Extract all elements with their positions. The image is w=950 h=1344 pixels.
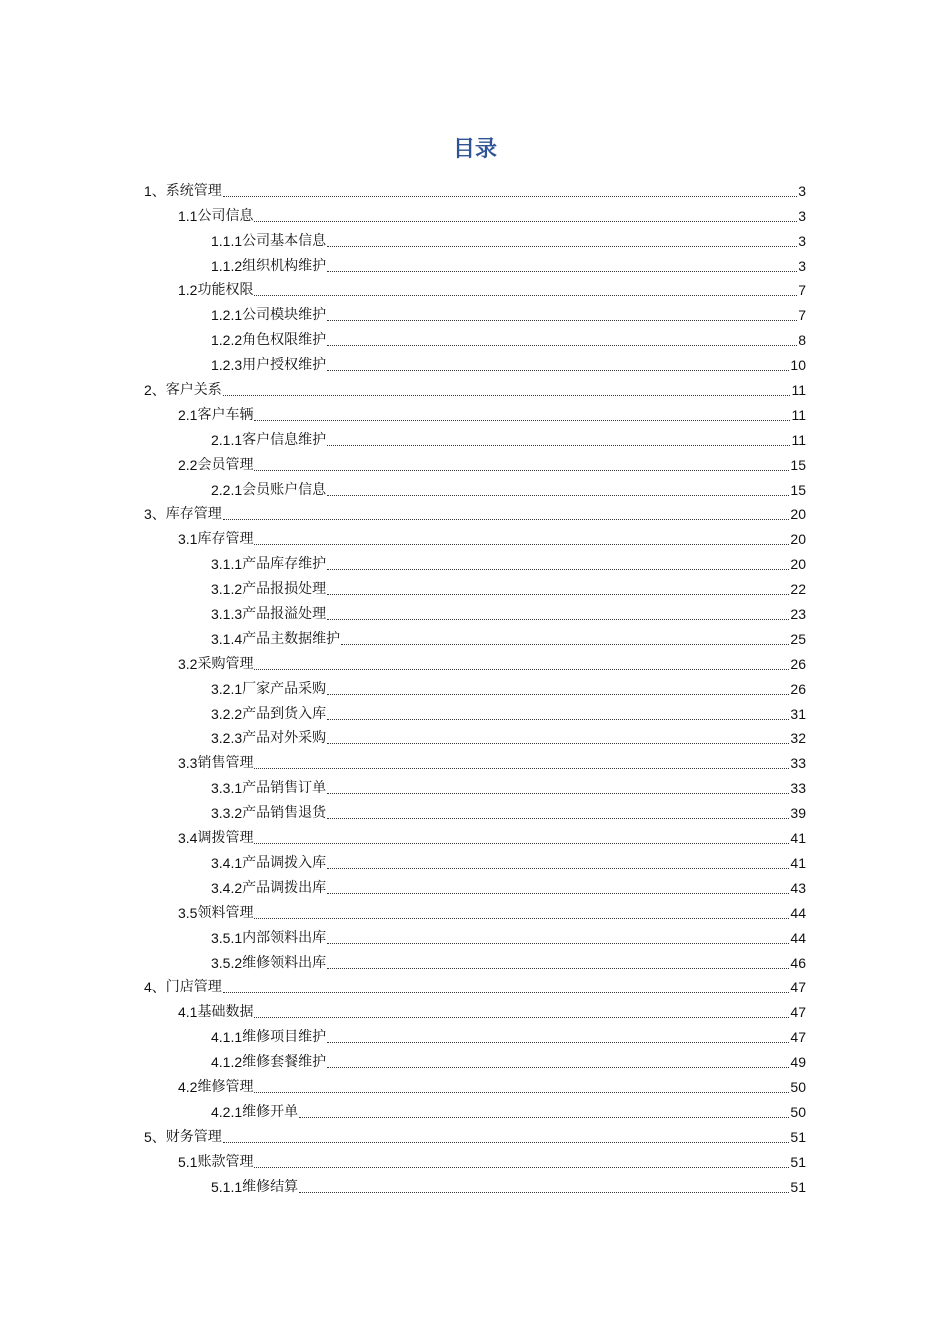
toc-entry-label: 组织机构维护 (242, 257, 327, 274)
toc-entry-34[interactable] (0, 999, 950, 1024)
toc-dot-leader (327, 445, 790, 446)
toc-dot-leader (223, 992, 790, 993)
toc-list (0, 178, 950, 1199)
toc-entry-22[interactable] (0, 701, 950, 726)
toc-entry-13[interactable] (0, 477, 950, 502)
toc-entry-18[interactable] (0, 601, 950, 626)
toc-entry-page: 23 (790, 606, 806, 623)
toc-dot-leader (327, 320, 797, 321)
toc-entry-label: 账款管理 (197, 1153, 254, 1170)
toc-dot-leader (327, 719, 789, 720)
toc-entry-23[interactable] (0, 726, 950, 751)
toc-entry-page: 8 (798, 332, 806, 349)
toc-dot-leader (254, 918, 789, 919)
toc-entry-number: 1.1 (178, 207, 198, 224)
toc-entry-page: 44 (790, 904, 806, 921)
toc-entry-page: 51 (790, 1153, 806, 1170)
toc-entry-number: 3.3.2 (211, 805, 243, 822)
toc-entry-label: 产品销售退货 (242, 805, 327, 822)
toc-dot-leader (327, 968, 789, 969)
toc-entry-37[interactable] (0, 1074, 950, 1099)
toc-entry-page: 26 (790, 655, 806, 672)
toc-entry-number: 3、 (144, 506, 166, 523)
toc-entry-number: 1.2 (178, 282, 198, 299)
toc-entry-page: 20 (790, 556, 806, 573)
toc-entry-9[interactable] (0, 377, 950, 402)
toc-entry-number: 3.5 (178, 904, 198, 921)
toc-entry-number: 3.5.2 (211, 954, 243, 971)
toc-entry-number: 1.2.1 (211, 307, 243, 324)
toc-entry-page: 50 (790, 1078, 806, 1095)
toc-entry-label: 门店管理 (165, 979, 222, 996)
toc-entry-page: 44 (790, 929, 806, 946)
toc-entry-number: 2.2 (178, 456, 198, 473)
toc-entry-page: 33 (790, 780, 806, 797)
toc-entry-number: 3.4.1 (211, 854, 243, 871)
toc-entry-page: 51 (790, 1178, 806, 1195)
toc-dot-leader (254, 295, 797, 296)
toc-dot-leader (254, 420, 790, 421)
toc-entry-number: 3.2 (178, 655, 198, 672)
toc-entry-page: 7 (798, 282, 806, 299)
toc-entry-label: 客户关系 (165, 382, 222, 399)
toc-entry-number: 5、 (144, 1128, 166, 1145)
toc-entry-number: 3.2.2 (211, 705, 243, 722)
toc-entry-label: 库存管理 (165, 506, 222, 523)
toc-dot-leader (327, 743, 789, 744)
toc-entry-8[interactable] (0, 352, 950, 377)
toc-entry-label: 功能权限 (197, 282, 254, 299)
toc-entry-page: 3 (798, 207, 806, 224)
toc-dot-leader (327, 495, 789, 496)
toc-entry-page: 49 (790, 1054, 806, 1071)
toc-dot-leader (299, 1117, 789, 1118)
toc-entry-page: 11 (791, 431, 806, 448)
toc-dot-leader (327, 893, 789, 894)
toc-entry-1[interactable] (0, 178, 950, 203)
toc-entry-number: 3.1.2 (211, 581, 243, 598)
toc-dot-leader (327, 1042, 789, 1043)
toc-entry-number: 4.2.1 (211, 1103, 243, 1120)
toc-entry-page: 41 (790, 854, 806, 871)
toc-entry-page: 15 (790, 456, 806, 473)
toc-entry-20[interactable] (0, 651, 950, 676)
toc-dot-leader (254, 221, 797, 222)
toc-entry-page: 46 (790, 954, 806, 971)
toc-dot-leader (341, 644, 789, 645)
toc-entry-19[interactable] (0, 626, 950, 651)
toc-entry-36[interactable] (0, 1049, 950, 1074)
toc-entry-30[interactable] (0, 900, 950, 925)
toc-entry-label: 客户车辆 (197, 406, 254, 423)
toc-entry-12[interactable] (0, 452, 950, 477)
toc-entry-31[interactable] (0, 925, 950, 950)
toc-dot-leader (327, 818, 789, 819)
toc-entry-label: 公司基本信息 (242, 232, 327, 249)
toc-entry-number: 1、 (144, 182, 166, 199)
toc-entry-number: 3.2.1 (211, 680, 243, 697)
toc-entry-label: 销售管理 (197, 755, 254, 772)
toc-entry-40[interactable] (0, 1149, 950, 1174)
toc-entry-label: 产品对外采购 (242, 730, 327, 747)
toc-entry-number: 3.4.2 (211, 879, 243, 896)
toc-entry-16[interactable] (0, 551, 950, 576)
toc-entry-7[interactable] (0, 327, 950, 352)
toc-entry-11[interactable] (0, 427, 950, 452)
toc-entry-label: 领料管理 (197, 904, 254, 921)
toc-entry-label: 角色权限维护 (242, 332, 327, 349)
toc-entry-number: 2、 (144, 382, 166, 399)
toc-entry-39[interactable] (0, 1124, 950, 1149)
toc-entry-page: 41 (790, 830, 806, 847)
toc-entry-label: 维修管理 (197, 1078, 254, 1095)
toc-entry-number: 2.2.1 (211, 481, 243, 498)
toc-entry-label: 产品调拨出库 (242, 879, 327, 896)
toc-entry-14[interactable] (0, 502, 950, 527)
toc-entry-label: 内部领料出库 (242, 929, 327, 946)
toc-entry-page: 3 (798, 182, 806, 199)
toc-entry-26[interactable] (0, 800, 950, 825)
toc-entry-25[interactable] (0, 775, 950, 800)
toc-entry-number: 3.2.3 (211, 730, 243, 747)
toc-entry-15[interactable] (0, 526, 950, 551)
toc-entry-label: 会员账户信息 (242, 481, 327, 498)
toc-dot-leader (327, 246, 797, 247)
toc-entry-label: 维修结算 (242, 1178, 299, 1195)
toc-entry-6[interactable] (0, 302, 950, 327)
toc-entry-page: 11 (791, 406, 806, 423)
toc-entry-number: 4、 (144, 979, 166, 996)
toc-entry-label: 产品主数据维护 (242, 630, 341, 647)
toc-entry-page: 11 (791, 382, 806, 399)
toc-entry-page: 7 (798, 307, 806, 324)
toc-entry-label: 基础数据 (197, 1004, 254, 1021)
toc-entry-35[interactable] (0, 1024, 950, 1049)
toc-entry-number: 3.1.4 (211, 630, 243, 647)
toc-entry-label: 公司信息 (197, 207, 254, 224)
toc-entry-number: 2.1 (178, 406, 198, 423)
toc-entry-number: 4.1.2 (211, 1054, 243, 1071)
toc-dot-leader (254, 1092, 789, 1093)
toc-entry-label: 产品报溢处理 (242, 606, 327, 623)
toc-entry-number: 3.1 (178, 531, 198, 548)
toc-entry-page: 43 (790, 879, 806, 896)
toc-entry-page: 10 (790, 357, 806, 374)
toc-dot-leader (327, 943, 789, 944)
toc-entry-21[interactable] (0, 676, 950, 701)
toc-dot-leader (327, 370, 789, 371)
toc-entry-5[interactable] (0, 278, 950, 303)
toc-entry-28[interactable] (0, 850, 950, 875)
toc-entry-4[interactable] (0, 253, 950, 278)
toc-entry-number: 4.2 (178, 1078, 198, 1095)
toc-dot-leader (327, 345, 797, 346)
toc-entry-29[interactable] (0, 875, 950, 900)
toc-entry-number: 4.1.1 (211, 1029, 243, 1046)
toc-entry-label: 采购管理 (197, 655, 254, 672)
toc-entry-page: 20 (790, 531, 806, 548)
toc-entry-number: 3.4 (178, 830, 198, 847)
toc-entry-label: 维修领料出库 (242, 954, 327, 971)
toc-dot-leader (327, 694, 789, 695)
toc-entry-number: 1.1.1 (211, 232, 243, 249)
toc-entry-number: 4.1 (178, 1004, 198, 1021)
toc-dot-leader (254, 843, 789, 844)
toc-entry-number: 5.1.1 (211, 1178, 243, 1195)
toc-entry-number: 3.3.1 (211, 780, 243, 797)
toc-entry-41[interactable] (0, 1174, 950, 1199)
toc-dot-leader (223, 196, 797, 197)
toc-dot-leader (254, 544, 789, 545)
toc-entry-label: 维修套餐维护 (242, 1054, 327, 1071)
toc-entry-number: 1.2.3 (211, 357, 243, 374)
toc-entry-page: 50 (790, 1103, 806, 1120)
toc-dot-leader (327, 868, 789, 869)
toc-dot-leader (223, 1142, 790, 1143)
toc-dot-leader (327, 569, 789, 570)
toc-entry-label: 厂家产品采购 (242, 680, 327, 697)
toc-entry-number: 1.1.2 (211, 257, 243, 274)
toc-entry-page: 47 (790, 979, 806, 996)
toc-dot-leader (254, 1167, 789, 1168)
toc-entry-17[interactable] (0, 576, 950, 601)
toc-dot-leader (327, 619, 789, 620)
toc-entry-label: 产品调拨入库 (242, 854, 327, 871)
toc-entry-number: 3.5.1 (211, 929, 243, 946)
toc-entry-label: 客户信息维护 (242, 431, 327, 448)
toc-entry-page: 3 (798, 232, 806, 249)
toc-entry-label: 产品销售订单 (242, 780, 327, 797)
toc-entry-label: 财务管理 (165, 1128, 222, 1145)
toc-entry-32[interactable] (0, 950, 950, 975)
toc-entry-page: 32 (790, 730, 806, 747)
toc-entry-label: 公司模块维护 (242, 307, 327, 324)
toc-dot-leader (327, 271, 797, 272)
toc-entry-label: 维修项目维护 (242, 1029, 327, 1046)
toc-entry-page: 51 (790, 1128, 806, 1145)
toc-entry-33[interactable] (0, 975, 950, 1000)
toc-dot-leader (299, 1192, 789, 1193)
toc-title: 目录 (452, 137, 497, 162)
toc-entry-page: 47 (790, 1029, 806, 1046)
toc-entry-page: 26 (790, 680, 806, 697)
toc-dot-leader (223, 519, 790, 520)
toc-entry-page: 33 (790, 755, 806, 772)
toc-entry-2[interactable] (0, 203, 950, 228)
toc-entry-number: 3.1.1 (211, 556, 243, 573)
toc-dot-leader (254, 669, 789, 670)
toc-entry-number: 1.2.2 (211, 332, 243, 349)
toc-dot-leader (327, 1067, 789, 1068)
toc-entry-number: 3.1.3 (211, 606, 243, 623)
toc-dot-leader (254, 1017, 789, 1018)
toc-entry-number: 2.1.1 (211, 431, 243, 448)
toc-entry-page: 47 (790, 1004, 806, 1021)
toc-dot-leader (254, 768, 789, 769)
toc-entry-page: 39 (790, 805, 806, 822)
toc-entry-27[interactable] (0, 825, 950, 850)
toc-dot-leader (254, 470, 789, 471)
toc-entry-3[interactable] (0, 228, 950, 253)
toc-dot-leader (327, 793, 789, 794)
toc-entry-label: 库存管理 (197, 531, 254, 548)
toc-entry-38[interactable] (0, 1099, 950, 1124)
toc-entry-page: 22 (790, 581, 806, 598)
toc-entry-number: 5.1 (178, 1153, 198, 1170)
toc-entry-label: 维修开单 (242, 1103, 299, 1120)
toc-entry-page: 20 (790, 506, 806, 523)
toc-dot-leader (223, 395, 791, 396)
toc-dot-leader (327, 594, 789, 595)
toc-entry-24[interactable] (0, 750, 950, 775)
toc-entry-page: 3 (798, 257, 806, 274)
toc-entry-10[interactable] (0, 402, 950, 427)
toc-entry-label: 产品库存维护 (242, 556, 327, 573)
toc-entry-label: 会员管理 (197, 456, 254, 473)
toc-entry-label: 产品报损处理 (242, 581, 327, 598)
toc-entry-page: 15 (790, 481, 806, 498)
toc-entry-page: 25 (790, 630, 806, 647)
toc-entry-label: 用户授权维护 (242, 357, 327, 374)
toc-entry-label: 产品到货入库 (242, 705, 327, 722)
toc-entry-number: 3.3 (178, 755, 198, 772)
toc-entry-label: 系统管理 (165, 182, 222, 199)
toc-entry-page: 31 (790, 705, 806, 722)
toc-entry-label: 调拨管理 (197, 830, 254, 847)
